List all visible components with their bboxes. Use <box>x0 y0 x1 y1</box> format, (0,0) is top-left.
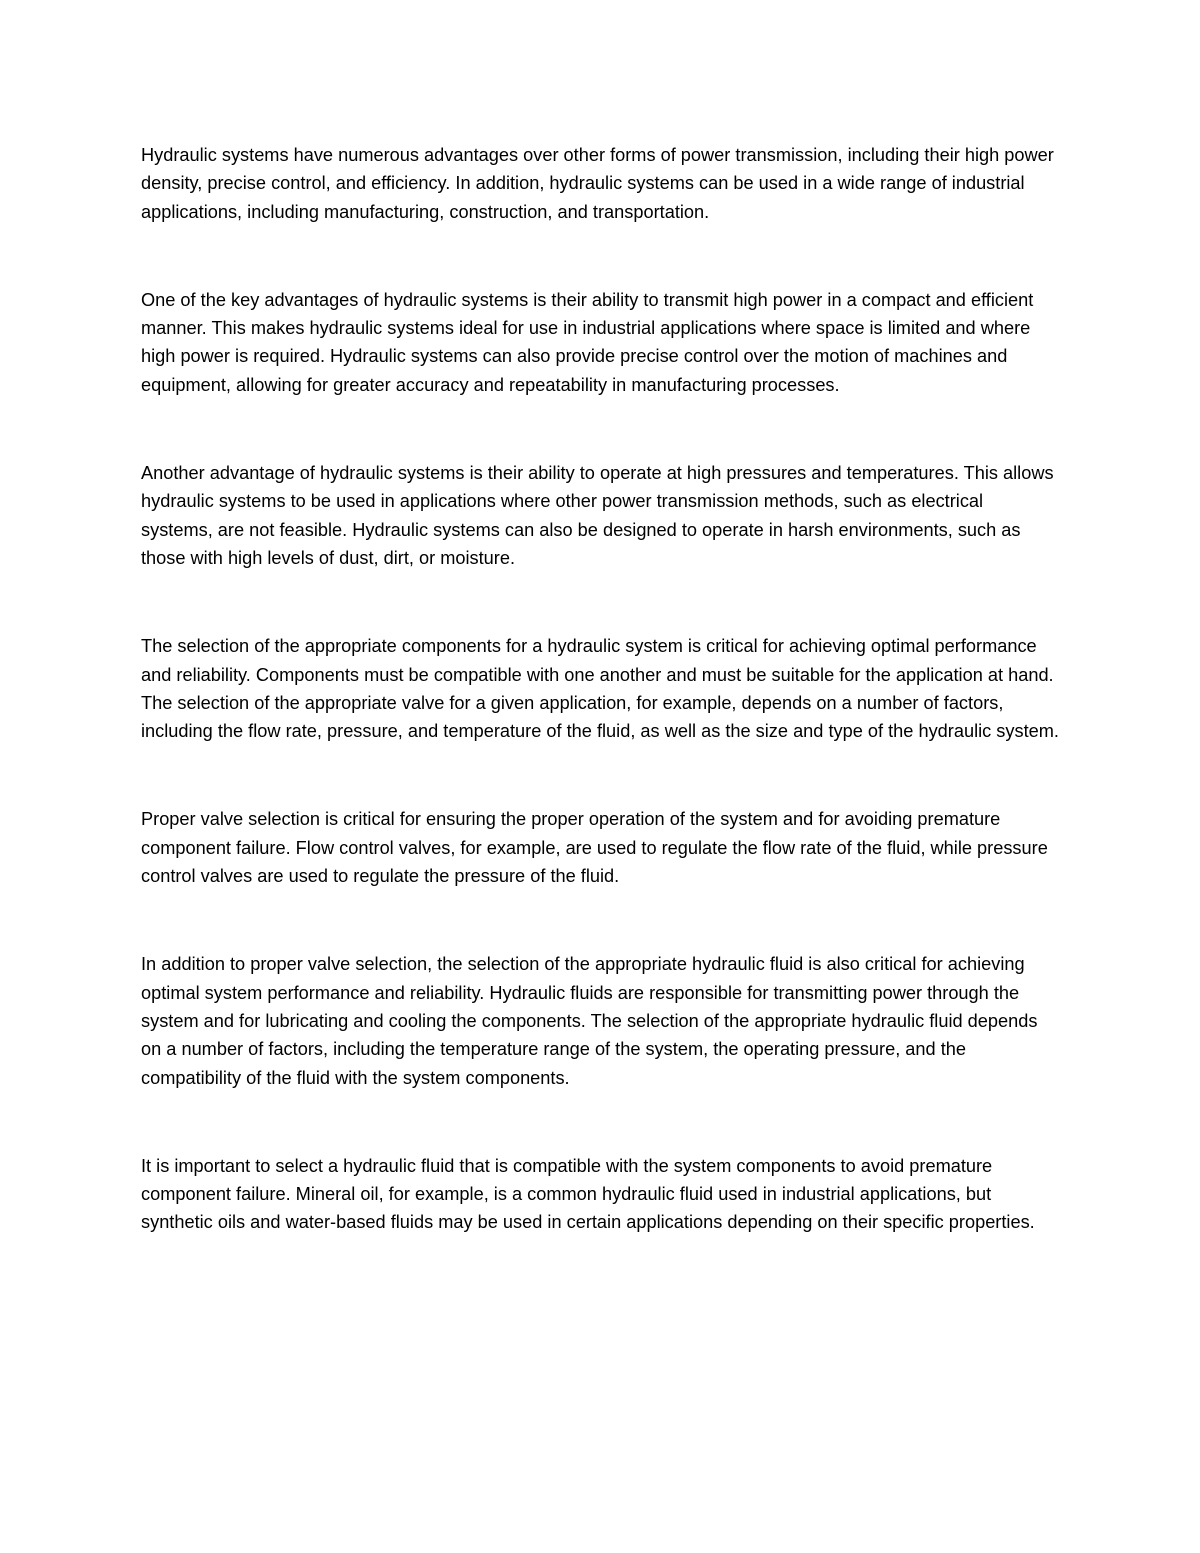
paragraph: One of the key advantages of hydraulic systems is their ability to transmit high power in a compact and efficient manner. This makes hydraulic systems ideal for use in industrial applications where space is limited and where high power is required. Hydraulic systems can also provide precise control over the motion of machines and equipment, allowing for greater accuracy and repeatability in manufacturing processes. <box>141 289 1034 395</box>
paragraph: In addition to proper valve selection, the selection of the appropriate hydraulic fluid is also critical for achieving optimal system performance and reliability. Hydraulic fluids are responsible for transmitting power through the system and for lubricating and cooling the components. The selection of the appropriate hydraulic fluid depends on a number of factors, including the temperature range of the system, the operating pressure, and the compatibility of the fluid with the system components. <box>141 954 1038 1088</box>
paragraph: Another advantage of hydraulic systems is their ability to operate at high pressures and temperatures. This allows hydraulic systems to be used in applications where other power transmission methods, such as electrical systems, are not feasible. Hydraulic systems can also be designed to operate in harsh environments, such as those with high levels of dust, dirt, or moisture. <box>141 463 1054 568</box>
document-body <box>141 141 1059 1237</box>
paragraph: The selection of the appropriate components for a hydraulic system is critical for achieving optimal performance and reliability. Components must be compatible with one another and must be suitable for the application at hand. The selection of the appropriate valve for a given application, for example, depends on a number of factors, including the flow rate, pressure, and temperature of the fluid, as well as the size and type of the hydraulic system. <box>141 636 1059 742</box>
paragraph: Hydraulic systems have numerous advantages over other forms of power transmission, including their high power density, precise control, and efficiency. In addition, hydraulic systems can be used in a wide range of industrial applications, including manufacturing, construction, and transportation. <box>141 145 1054 222</box>
paragraph: Proper valve selection is critical for ensuring the proper operation of the system and for avoiding premature component failure. Flow control valves, for example, are used to regulate the flow rate of the fluid, while pressure control valves are used to regulate the pressure of the fluid. <box>141 809 1048 887</box>
paragraph: It is important to select a hydraulic fluid that is compatible with the system components to avoid premature component failure. Mineral oil, for example, is a common hydraulic fluid used in industrial applications, but synthetic oils and water-based fluids may be used in certain applications depending on their specific properties. <box>141 1155 1035 1233</box>
